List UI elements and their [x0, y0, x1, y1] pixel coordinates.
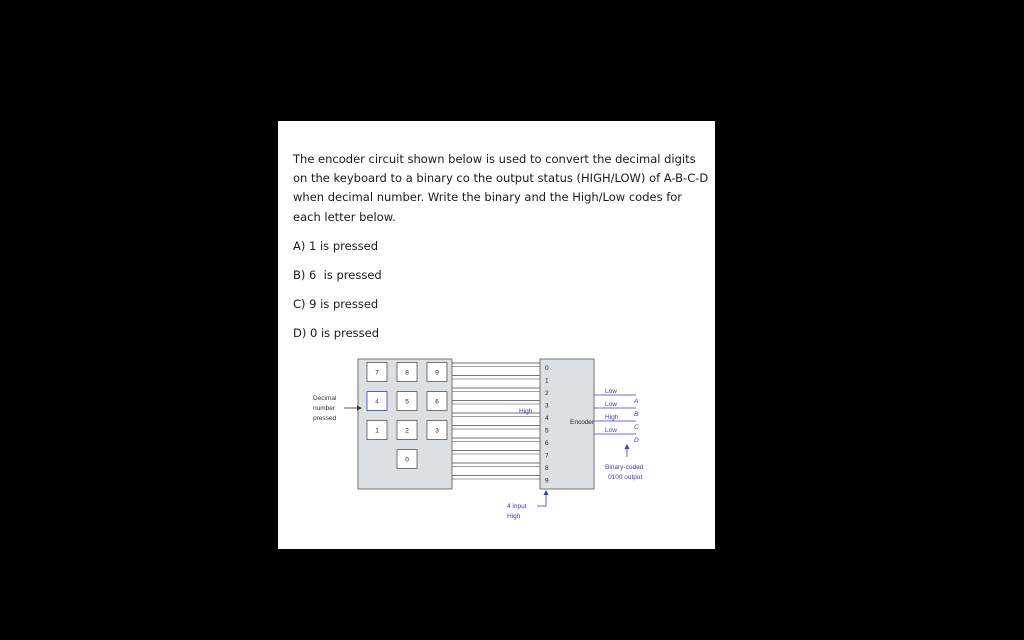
key-4 — [367, 392, 387, 411]
output-caption-1: Binary-coded — [605, 464, 644, 471]
key-label: 2 — [405, 427, 409, 435]
key-0 — [397, 450, 417, 469]
key-label: 8 — [405, 369, 409, 377]
key-label: 9 — [435, 369, 439, 377]
encoder-input-0: 0 — [545, 365, 549, 372]
encoder-diagram — [278, 351, 715, 546]
output-D — [594, 427, 639, 444]
encoder-outputs — [594, 388, 639, 444]
key-8 — [397, 363, 417, 382]
key-7 — [367, 363, 387, 382]
key-label: 5 — [405, 398, 409, 406]
decimal-label-3: pressed — [313, 415, 337, 422]
encoder-input-2: 2 — [545, 390, 549, 397]
output-letter: B — [634, 411, 639, 418]
choice-a: A) 1 is pressed — [293, 239, 379, 253]
output-level: High — [605, 414, 619, 421]
input-caption-1: 4 input — [507, 503, 527, 510]
key-9 — [427, 363, 447, 382]
output-level: Low — [605, 388, 617, 395]
encoder-input-6: 6 — [545, 440, 549, 447]
encoder-input-4: 4 — [545, 415, 549, 422]
key-label: 1 — [375, 427, 379, 435]
output-caption-arrow-head — [625, 444, 630, 449]
output-level: Low — [605, 427, 617, 434]
key-label: 3 — [435, 427, 439, 435]
output-letter: D — [634, 437, 639, 444]
key-label: 4 — [375, 398, 379, 406]
question-card — [278, 121, 715, 549]
decimal-label-1: Decimal — [313, 395, 337, 402]
encoder-label: Encoder — [570, 419, 595, 426]
output-letter: A — [634, 398, 639, 405]
key-5 — [397, 392, 417, 411]
encoder-input-3: 3 — [545, 402, 549, 410]
encoder-input-8: 8 — [545, 465, 549, 472]
encoder-input-9: 9 — [545, 477, 549, 485]
encoder-input-1: 1 — [545, 377, 549, 385]
encoder-input-7: 7 — [545, 452, 549, 460]
input-caption-arrow-head — [544, 490, 549, 495]
key-label: 7 — [375, 369, 379, 377]
output-level: Low — [605, 401, 617, 408]
high-input-label: High — [519, 408, 533, 415]
key-6 — [427, 392, 447, 411]
output-letter: C — [634, 424, 639, 431]
key-label: 6 — [435, 398, 439, 406]
key-3 — [427, 421, 447, 440]
decimal-label-2: number — [313, 405, 336, 412]
key-2 — [397, 421, 417, 440]
key-label: 0 — [405, 456, 409, 464]
question-text: The encoder circuit shown below is used to convert the decimal digits on the keyboard to a binary co the output status (HIGH/LOW) of A-B-C-D when decimal number. Write the binary and the High/Low codes for each letter below. — [293, 152, 709, 224]
choice-d: D) 0 is pressed — [293, 326, 380, 340]
choice-c: C) 9 is pressed — [293, 297, 379, 311]
choice-b: B) 6 is pressed — [293, 268, 382, 282]
key-1 — [367, 421, 387, 440]
input-caption-2: High — [507, 513, 521, 520]
encoder-input-5: 5 — [545, 427, 549, 435]
input-wires — [452, 363, 540, 479]
output-caption-2: 0100 output — [608, 474, 643, 481]
